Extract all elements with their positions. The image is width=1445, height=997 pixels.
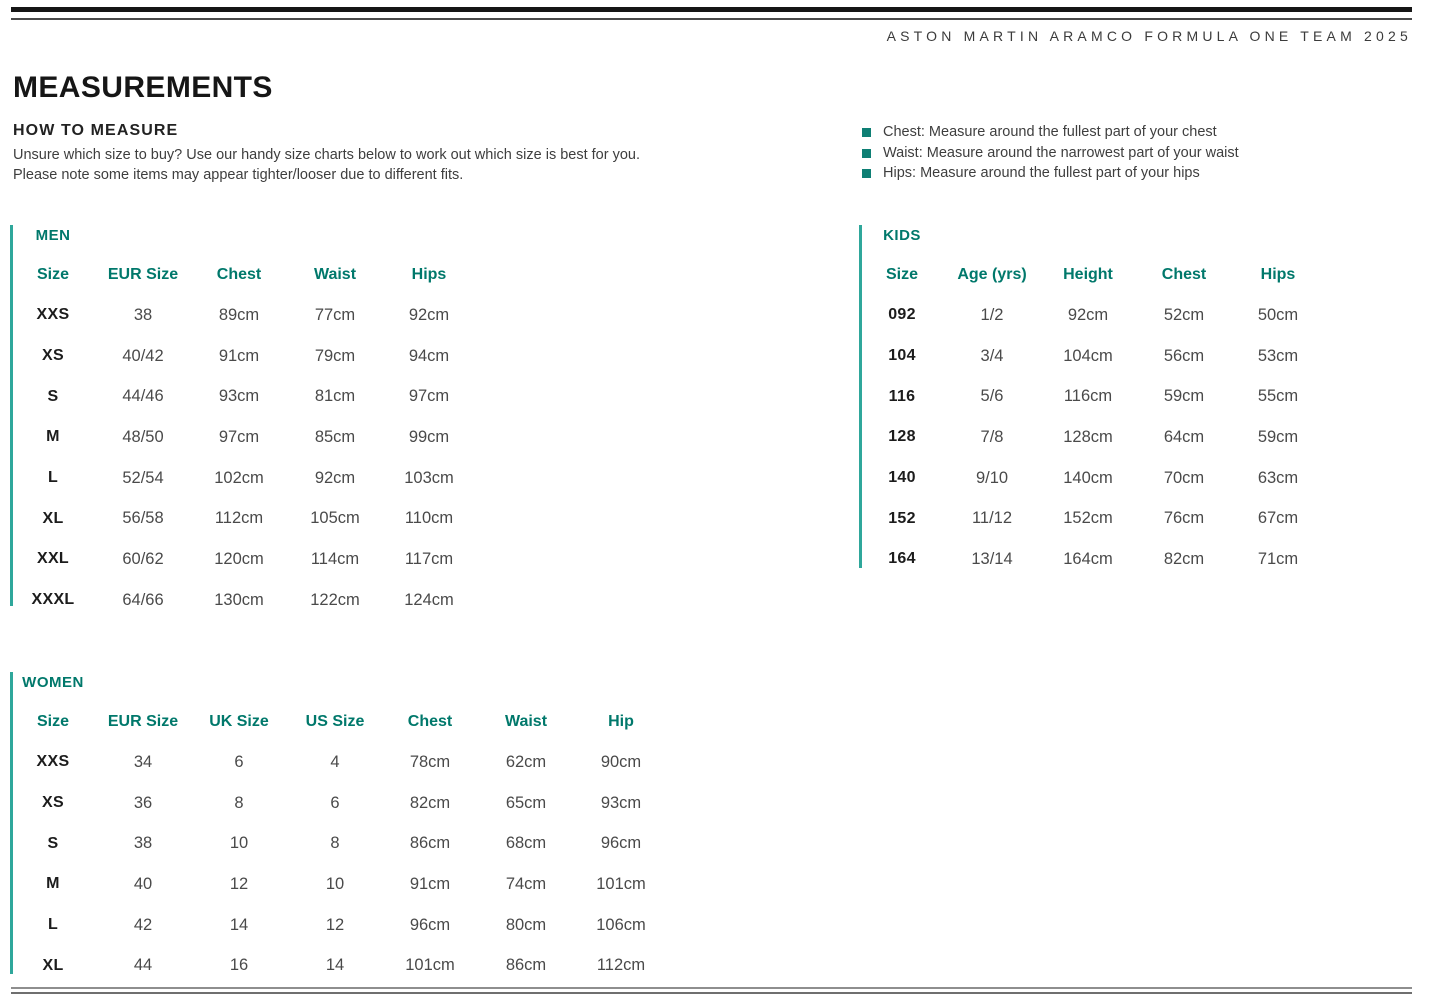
women-col-header-6: Hip <box>608 713 634 730</box>
women-row-3-cell-5: 74cm <box>505 874 547 893</box>
men-row-4-cell-2: 102cm <box>214 468 264 487</box>
men-row-7-cell-1: 64/66 <box>122 590 164 609</box>
men-row-3-cell-1: 48/50 <box>122 427 164 446</box>
men-section-label: MEN <box>35 227 71 244</box>
women-row-3-cell-3: 10 <box>325 874 345 893</box>
men-row-1-cell-3: 79cm <box>314 346 356 365</box>
men-row-4-cell-1: 52/54 <box>122 468 164 487</box>
kids-row-2-cell-4: 55cm <box>1257 387 1299 406</box>
women-row-0-cell-5: 62cm <box>505 752 547 771</box>
men-row-3-cell-2: 97cm <box>218 427 260 446</box>
kids-row-4-cell-2: 140cm <box>1063 468 1113 487</box>
women-col-header-3: US Size <box>305 713 365 730</box>
men-row-5-cell-1: 56/58 <box>122 509 164 528</box>
kids-col-header-4: Hips <box>1260 266 1296 283</box>
kids-row-5-cell-4: 67cm <box>1257 509 1299 528</box>
kids-row-2-cell-1: 5/6 <box>980 387 1004 406</box>
tip-hips <box>862 165 1239 186</box>
women-row-5-cell-5: 86cm <box>505 956 547 975</box>
kids-row-3-cell-3: 64cm <box>1163 427 1205 446</box>
women-row-1-cell-5: 65cm <box>505 793 547 812</box>
men-row-6-cell-3: 114cm <box>310 549 360 568</box>
women-row-3-cell-1: 40 <box>133 874 153 893</box>
women-size-table <box>8 702 670 986</box>
women-row-5-cell-6: 112cm <box>596 956 646 975</box>
bottom-rule-upper <box>11 987 1412 989</box>
women-row-0-cell-4: 78cm <box>409 752 451 771</box>
kids-row-5-cell-2: 152cm <box>1063 509 1113 528</box>
women-col-header-4: Chest <box>407 713 453 730</box>
men-row-5-cell-2: 112cm <box>214 509 264 528</box>
women-row-0-cell-6: 90cm <box>600 752 642 771</box>
women-row-3-cell-4: 91cm <box>409 874 451 893</box>
men-col-header-1: EUR Size <box>107 266 179 283</box>
women-row-4-cell-2: 14 <box>229 915 249 934</box>
tip-waist-label: Waist: Measure around the narrowest part of your waist <box>883 144 1239 161</box>
kids-col-header-1: Age (yrs) <box>957 266 1027 283</box>
women-row-1-cell-3: 6 <box>330 793 340 812</box>
kids-row-0-size-label: 092 <box>888 306 916 324</box>
men-row-7-cell-2: 130cm <box>214 590 264 609</box>
women-row-4-cell-1: 42 <box>133 915 153 934</box>
men-row-0-cell-1: 38 <box>133 305 153 324</box>
bottom-rule-lower <box>11 992 1412 994</box>
men-row-1-cell-4: 94cm <box>408 346 450 365</box>
men-row-4-cell-4: 103cm <box>404 468 454 487</box>
kids-size-table <box>857 255 1327 580</box>
brand-line: ASTON MARTIN ARAMCO FORMULA ONE TEAM 2025 <box>886 28 1412 44</box>
men-row-0-cell-3: 77cm <box>314 305 356 324</box>
women-section-label: WOMEN <box>22 674 84 691</box>
kids-row-1-cell-2: 104cm <box>1063 346 1113 365</box>
kids-row-6-cell-1: 13/14 <box>971 549 1013 568</box>
women-row-2-cell-1: 38 <box>133 834 153 853</box>
men-row-1-size-label: XS <box>42 347 64 365</box>
kids-row-4-cell-3: 70cm <box>1163 468 1205 487</box>
men-row-2-cell-1: 44/46 <box>122 387 164 406</box>
women-row-0-cell-3: 4 <box>330 752 340 771</box>
kids-row-4-size-label: 140 <box>888 469 916 487</box>
women-row-0-cell-1: 34 <box>133 752 153 771</box>
women-col-header-1: EUR Size <box>107 713 179 730</box>
kids-row-5-cell-1: 11/12 <box>971 509 1013 528</box>
kids-row-3-cell-2: 128cm <box>1063 427 1113 446</box>
men-row-4-size-label: L <box>47 469 59 487</box>
kids-row-1-cell-3: 56cm <box>1163 346 1205 365</box>
how-to-measure-line1: Unsure which size to buy? Use our handy size charts below to work out which size is best for you. <box>13 147 641 163</box>
kids-row-6-size-label: 164 <box>888 550 916 568</box>
women-col-header-2: UK Size <box>209 713 269 730</box>
kids-row-0-cell-4: 50cm <box>1257 305 1299 324</box>
bullet-square-icon <box>862 128 871 137</box>
men-col-header-4: Hips <box>411 266 447 283</box>
men-size-table <box>8 255 478 621</box>
men-row-4-cell-3: 92cm <box>314 468 356 487</box>
women-col-header-5: Waist <box>504 713 548 730</box>
how-to-measure-line2: Please note some items may appear tighter/looser due to different fits. <box>13 167 464 183</box>
men-row-7-size-label: XXXL <box>31 591 75 609</box>
men-row-5-cell-4: 110cm <box>404 509 454 528</box>
kids-row-6-cell-4: 71cm <box>1257 549 1299 568</box>
men-row-0-cell-4: 92cm <box>408 305 450 324</box>
women-row-3-cell-2: 12 <box>229 874 249 893</box>
men-row-6-cell-2: 120cm <box>214 549 264 568</box>
kids-row-0-cell-3: 52cm <box>1163 305 1205 324</box>
how-to-measure-heading: HOW TO MEASURE <box>13 122 179 139</box>
men-col-header-2: Chest <box>216 266 262 283</box>
men-col-header-0: Size <box>36 266 69 283</box>
men-row-7-cell-4: 124cm <box>404 590 454 609</box>
kids-section-label: KIDS <box>883 227 921 244</box>
kids-row-1-cell-4: 53cm <box>1257 346 1299 365</box>
kids-row-1-cell-1: 3/4 <box>980 346 1004 365</box>
kids-col-header-3: Chest <box>1161 266 1207 283</box>
women-row-1-size-label: XS <box>42 794 64 812</box>
women-row-1-cell-2: 8 <box>234 793 244 812</box>
women-row-5-cell-3: 14 <box>325 956 345 975</box>
women-row-4-cell-6: 106cm <box>596 915 646 934</box>
women-row-2-cell-3: 8 <box>330 834 340 853</box>
kids-row-0-cell-2: 92cm <box>1067 305 1109 324</box>
kids-row-1-size-label: 104 <box>888 347 916 365</box>
men-row-6-cell-4: 117cm <box>404 549 454 568</box>
women-row-3-cell-6: 101cm <box>596 874 646 893</box>
women-col-header-0: Size <box>36 713 69 730</box>
men-row-2-cell-3: 81cm <box>314 387 356 406</box>
men-row-7-cell-3: 122cm <box>310 590 360 609</box>
women-row-4-size-label: L <box>47 916 59 934</box>
how-to-measure-text <box>13 145 640 185</box>
page-title: MEASUREMENTS <box>13 71 273 104</box>
men-row-2-cell-4: 97cm <box>408 387 450 406</box>
men-row-3-size-label: M <box>46 428 60 446</box>
tip-chest-label: Chest: Measure around the fullest part of your chest <box>883 124 1217 140</box>
men-col-header-3: Waist <box>313 266 357 283</box>
men-row-0-size-label: XXS <box>36 306 70 324</box>
women-row-5-cell-4: 101cm <box>405 956 455 975</box>
men-row-5-size-label: XL <box>42 509 64 527</box>
women-row-4-cell-5: 80cm <box>505 915 547 934</box>
bullet-square-icon <box>862 169 871 178</box>
men-row-0-cell-2: 89cm <box>218 305 260 324</box>
women-row-2-size-label: S <box>47 834 59 852</box>
kids-row-5-cell-3: 76cm <box>1163 509 1205 528</box>
women-row-2-cell-4: 86cm <box>409 834 451 853</box>
kids-row-3-cell-1: 7/8 <box>980 427 1004 446</box>
kids-col-header-2: Height <box>1063 266 1113 283</box>
men-row-6-cell-1: 60/62 <box>122 549 164 568</box>
women-row-2-cell-5: 68cm <box>505 834 547 853</box>
top-rule-thick <box>11 7 1412 12</box>
kids-row-5-size-label: 152 <box>888 509 916 527</box>
women-row-5-size-label: XL <box>42 956 64 974</box>
women-row-4-cell-4: 96cm <box>409 915 451 934</box>
women-row-0-cell-2: 6 <box>234 752 244 771</box>
women-row-1-cell-6: 93cm <box>600 793 642 812</box>
women-row-2-cell-2: 10 <box>229 834 249 853</box>
women-row-5-cell-2: 16 <box>229 956 249 975</box>
tip-hips-label: Hips: Measure around the fullest part of your hips <box>883 165 1200 181</box>
measure-tips-list <box>862 124 1239 186</box>
men-row-1-cell-2: 91cm <box>218 346 260 365</box>
men-row-1-cell-1: 40/42 <box>122 346 164 365</box>
women-row-3-size-label: M <box>46 875 60 893</box>
men-row-5-cell-3: 105cm <box>310 509 360 528</box>
kids-row-4-cell-1: 9/10 <box>975 468 1009 487</box>
women-row-4-cell-3: 12 <box>325 915 345 934</box>
kids-row-3-cell-4: 59cm <box>1257 427 1299 446</box>
men-row-6-size-label: XXL <box>36 550 70 568</box>
kids-row-6-cell-2: 164cm <box>1063 549 1113 568</box>
kids-row-3-size-label: 128 <box>888 428 916 446</box>
bullet-square-icon <box>862 149 871 158</box>
kids-col-header-0: Size <box>885 266 918 283</box>
top-rule-thin <box>11 18 1412 20</box>
tip-waist <box>862 145 1239 166</box>
men-row-3-cell-4: 99cm <box>408 427 450 446</box>
women-row-1-cell-1: 36 <box>133 793 153 812</box>
men-row-2-size-label: S <box>47 387 59 405</box>
women-row-0-size-label: XXS <box>36 753 70 771</box>
kids-row-2-cell-2: 116cm <box>1063 387 1113 406</box>
kids-row-6-cell-3: 82cm <box>1163 549 1205 568</box>
women-row-1-cell-4: 82cm <box>409 793 451 812</box>
women-row-5-cell-1: 44 <box>133 956 153 975</box>
men-row-2-cell-2: 93cm <box>218 387 260 406</box>
kids-row-2-cell-3: 59cm <box>1163 387 1205 406</box>
tip-chest <box>862 124 1239 145</box>
kids-row-4-cell-4: 63cm <box>1257 468 1299 487</box>
women-row-2-cell-6: 96cm <box>600 834 642 853</box>
kids-row-0-cell-1: 1/2 <box>980 305 1004 324</box>
kids-row-2-size-label: 116 <box>888 387 916 405</box>
men-row-3-cell-3: 85cm <box>314 427 356 446</box>
